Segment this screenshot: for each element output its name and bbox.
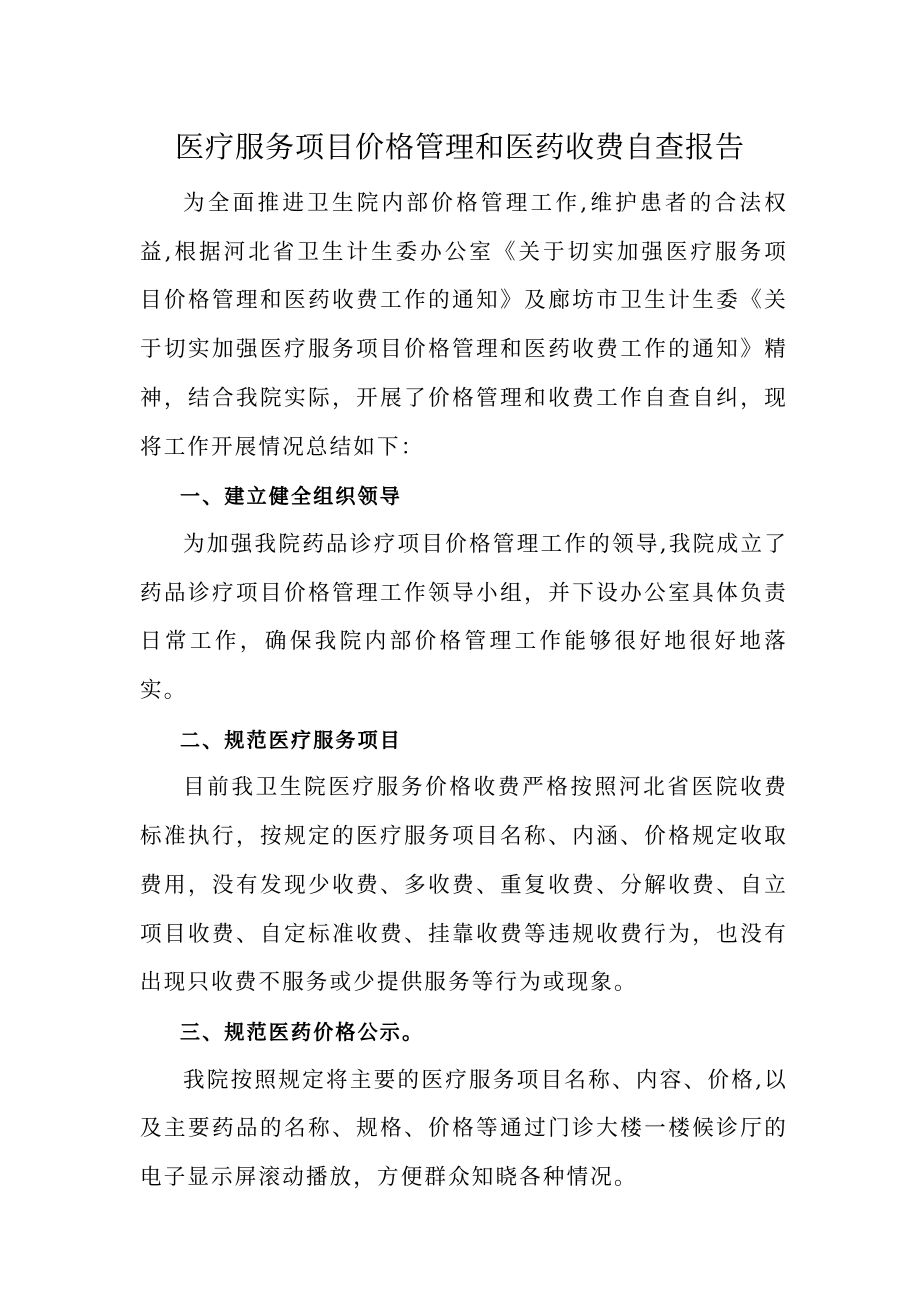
document-title: 医疗服务项目价格管理和医药收费自查报告 — [174, 130, 745, 164]
section-heading-2: 二、规范医疗服务项目 — [180, 727, 402, 752]
section-paragraph-2: 目前我卫生院医疗服务价格收费严格按照河北省医院收费标准执行，按规定的医疗服务项目名称、内涵、价格规定收取费用，没有发现少收费、多收费、重复收费、分解收费、自立项目收费、自定标准收费、挂靠收费等违规收费行为，也没有出现只收费不服务或少提供服务等行为或现象。 — [140, 775, 788, 996]
section-heading-3: 三、规范医药价格公示。 — [180, 1019, 425, 1044]
section-heading-1: 一、建立健全组织领导 — [180, 484, 402, 509]
document-body — [140, 180, 788, 1203]
intro-paragraph: 为全面推进卫生院内部价格管理工作,维护患者的合法权益,根据河北省卫生计生委办公室《关于切实加强医疗服务项目价格管理和医药收费工作的通知》及廊坊市卫生计生委《关于切实加强医疗服务项目价格管理和医药收费工作的通知》精神，结合我院实际，开展了价格管理和收费工作自查自纠，现将工作开展情况总结如下： — [140, 191, 788, 460]
section-paragraph-3: 我院按照规定将主要的医疗服务项目名称、内容、价格,以及主要药品的名称、规格、价格等通过门诊大楼一楼候诊厅的电子显示屏滚动播放，方便群众知晓各种情况。 — [140, 1067, 788, 1191]
section-paragraph-1: 为加强我院药品诊疗项目价格管理工作的领导,我院成立了药品诊疗项目价格管理工作领导小组，并下设办公室具体负责日常工作，确保我院内部价格管理工作能够很好地很好地落实。 — [140, 531, 788, 704]
